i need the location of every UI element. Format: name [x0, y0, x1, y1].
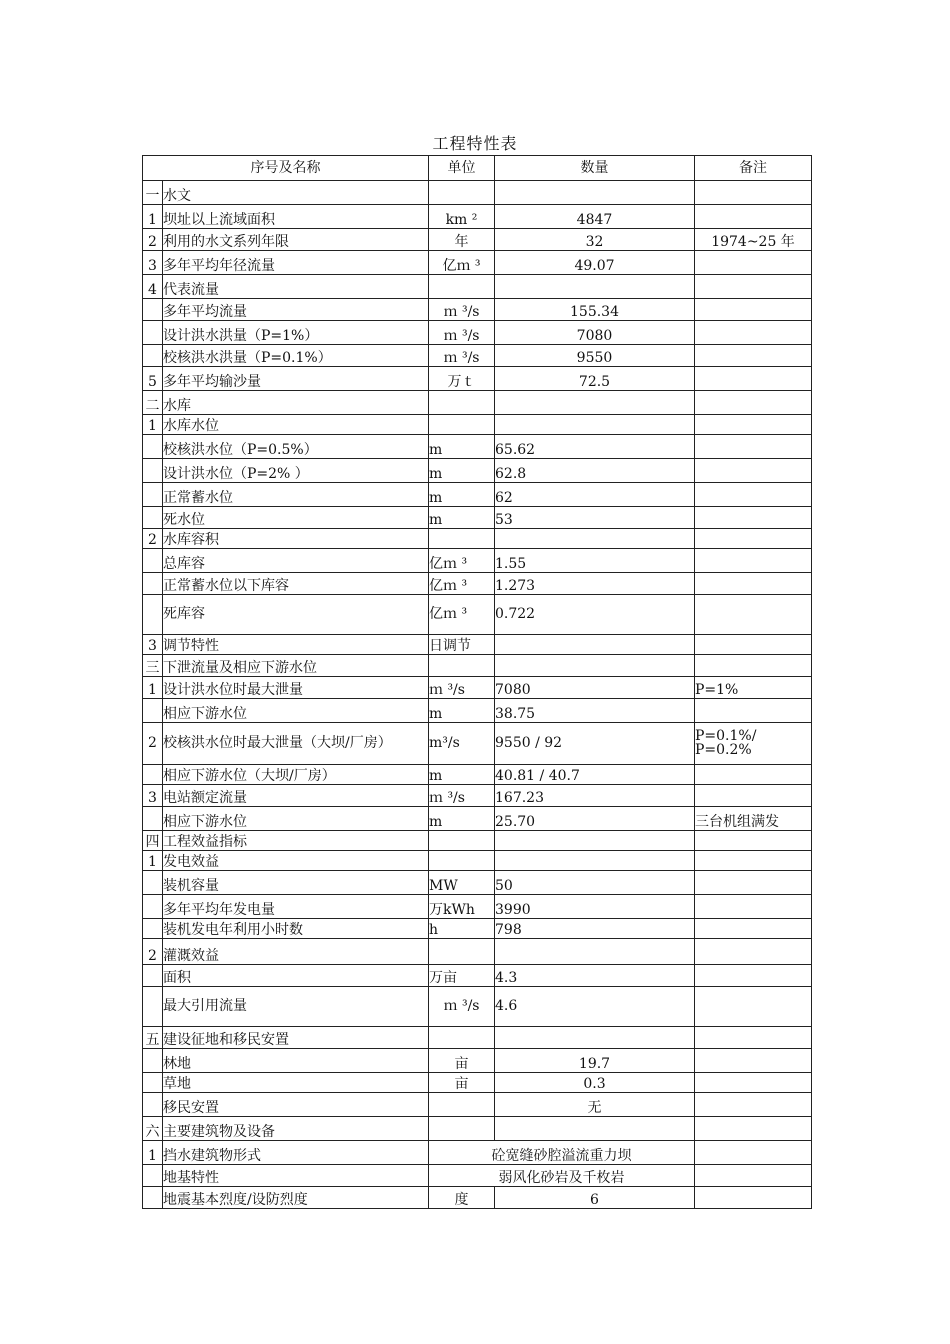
row-quantity-cell: 50 — [495, 871, 695, 895]
row-name-cell: 死库容 — [163, 595, 429, 635]
row-name-cell: 最大引用流量 — [163, 987, 429, 1027]
row-unit-cell — [429, 1117, 495, 1141]
table-row — [143, 321, 812, 345]
row-quantity-cell: 155.34 — [495, 299, 695, 321]
row-unit-cell: m — [429, 807, 495, 831]
row-number-cell — [143, 1093, 163, 1117]
row-unit-cell: m — [429, 507, 495, 529]
row-remark-cell — [695, 851, 812, 871]
row-name-cell: 建设征地和移民安置 — [163, 1027, 429, 1049]
row-number-cell: 二 — [143, 391, 163, 415]
row-number-cell: 2 — [143, 229, 163, 251]
row-number-cell: 2 — [143, 529, 163, 549]
row-remark-cell — [695, 549, 812, 573]
table-row — [143, 415, 812, 435]
row-remark-cell — [695, 1187, 812, 1209]
table-row — [143, 229, 812, 251]
row-unit-cell: km ² — [429, 205, 495, 229]
row-quantity-cell — [495, 655, 695, 677]
row-quantity-cell: 7080 — [495, 677, 695, 699]
row-number-cell — [143, 807, 163, 831]
row-number-cell: 3 — [143, 785, 163, 807]
row-number-cell: 六 — [143, 1117, 163, 1141]
table-row — [143, 1093, 812, 1117]
row-number-cell — [143, 987, 163, 1027]
row-quantity-cell: 无 — [495, 1093, 695, 1117]
table-header-row — [143, 156, 812, 181]
row-unit-cell: 万ｔ — [429, 367, 495, 391]
section-row — [143, 391, 812, 415]
section-row — [143, 1117, 812, 1141]
row-name-cell: 校核洪水洪量（P=0.1%） — [163, 345, 429, 367]
row-unit-cell: 亿ｍ ³ — [429, 573, 495, 595]
row-quantity-cell — [495, 391, 695, 415]
page-title: 工程特性表 — [432, 134, 518, 153]
header-qty: 数量 — [495, 156, 695, 181]
row-number-cell — [143, 699, 163, 723]
row-name-cell: 相应下游水位 — [163, 807, 429, 831]
table-row — [143, 483, 812, 507]
row-quantity-cell: 798 — [495, 919, 695, 939]
row-number-cell: 3 — [143, 635, 163, 655]
row-name-cell: 主要建筑物及设备 — [163, 1117, 429, 1141]
section-row — [143, 181, 812, 205]
row-number-cell — [143, 321, 163, 345]
row-name-cell: 多年平均输沙量 — [163, 367, 429, 391]
row-number-cell — [143, 549, 163, 573]
row-number-cell — [143, 507, 163, 529]
row-number-cell — [143, 919, 163, 939]
row-number-cell: 3 — [143, 251, 163, 275]
row-remark-cell — [695, 275, 812, 299]
row-quantity-cell: 32 — [495, 229, 695, 251]
table-row — [143, 723, 812, 765]
row-number-cell: 5 — [143, 367, 163, 391]
row-spanned-value-cell: 弱风化砂岩及千枚岩 — [429, 1165, 695, 1187]
row-name-cell: 设计洪水位时最大泄量 — [163, 677, 429, 699]
row-remark-cell — [695, 483, 812, 507]
row-remark-cell — [695, 595, 812, 635]
row-unit-cell: m — [429, 765, 495, 785]
row-quantity-cell: 65.62 — [495, 435, 695, 459]
table-row — [143, 1073, 812, 1093]
row-remark-cell — [695, 765, 812, 785]
section-row — [143, 831, 812, 851]
row-number-cell — [143, 299, 163, 321]
row-quantity-cell — [495, 415, 695, 435]
row-quantity-cell: 40.81 / 40.7 — [495, 765, 695, 785]
row-remark-cell: 三台机组满发 — [695, 807, 812, 831]
row-number-cell — [143, 871, 163, 895]
row-unit-cell: ｍ ³/s — [429, 987, 495, 1027]
row-number-cell — [143, 1165, 163, 1187]
row-quantity-cell: 49.07 — [495, 251, 695, 275]
row-name-cell: 相应下游水位（大坝/厂房） — [163, 765, 429, 785]
header-name: 序号及名称 — [143, 156, 429, 181]
row-quantity-cell: 9550 / 92 — [495, 723, 695, 765]
row-remark-cell — [695, 1073, 812, 1093]
row-remark-cell — [695, 251, 812, 275]
row-quantity-cell: 167.23 — [495, 785, 695, 807]
row-quantity-cell — [495, 851, 695, 871]
row-remark-cell — [695, 1117, 812, 1141]
row-unit-cell — [429, 275, 495, 299]
table-row — [143, 765, 812, 785]
row-unit-cell: 万kWh — [429, 895, 495, 919]
row-unit-cell: m — [429, 459, 495, 483]
row-unit-cell — [429, 529, 495, 549]
row-name-cell: 发电效益 — [163, 851, 429, 871]
row-quantity-cell — [495, 939, 695, 965]
row-unit-cell — [429, 391, 495, 415]
row-quantity-cell: 53 — [495, 507, 695, 529]
row-number-cell — [143, 965, 163, 987]
table-row — [143, 1141, 812, 1165]
row-unit-cell: 亿ｍ ³ — [429, 595, 495, 635]
row-remark-cell — [695, 391, 812, 415]
table-row — [143, 1049, 812, 1073]
table-row — [143, 871, 812, 895]
table-row — [143, 435, 812, 459]
table-row — [143, 459, 812, 483]
table-row — [143, 275, 812, 299]
row-name-cell: 调节特性 — [163, 635, 429, 655]
row-number-cell: 4 — [143, 275, 163, 299]
row-name-cell: 林地 — [163, 1049, 429, 1073]
row-number-cell — [143, 483, 163, 507]
row-name-cell: 校核洪水位（P=0.5%） — [163, 435, 429, 459]
row-name-cell: 工程效益指标 — [163, 831, 429, 851]
row-remark-cell — [695, 939, 812, 965]
row-unit-cell: 日调节 — [429, 635, 495, 655]
row-number-cell — [143, 435, 163, 459]
row-unit-cell — [429, 831, 495, 851]
row-quantity-cell: 0.722 — [495, 595, 695, 635]
table-row — [143, 507, 812, 529]
row-name-cell: 草地 — [163, 1073, 429, 1093]
table-row — [143, 251, 812, 275]
row-number-cell — [143, 573, 163, 595]
row-name-cell: 电站额定流量 — [163, 785, 429, 807]
row-name-cell: 水库 — [163, 391, 429, 415]
row-quantity-cell: 1.55 — [495, 549, 695, 573]
row-unit-cell: 亿ｍ ³ — [429, 251, 495, 275]
row-remark-cell — [695, 655, 812, 677]
row-remark-cell — [695, 181, 812, 205]
table-row — [143, 1187, 812, 1209]
table-row — [143, 549, 812, 573]
row-number-cell — [143, 1187, 163, 1209]
row-name-cell: 水库水位 — [163, 415, 429, 435]
row-name-cell: 面积 — [163, 965, 429, 987]
table-row — [143, 299, 812, 321]
row-name-cell: 正常蓄水位 — [163, 483, 429, 507]
row-quantity-cell: 25.70 — [495, 807, 695, 831]
row-number-cell: 三 — [143, 655, 163, 677]
row-name-cell: 灌溉效益 — [163, 939, 429, 965]
table-row — [143, 807, 812, 831]
row-name-cell: 多年平均年径流量 — [163, 251, 429, 275]
row-unit-cell: ｍ ³/s — [429, 785, 495, 807]
row-name-cell: 设计洪水洪量（P=1%） — [163, 321, 429, 345]
row-quantity-cell — [495, 181, 695, 205]
row-quantity-cell: 72.5 — [495, 367, 695, 391]
row-name-cell: 利用的水文系列年限 — [163, 229, 429, 251]
row-remark-cell — [695, 1049, 812, 1073]
row-quantity-cell: 4.6 — [495, 987, 695, 1027]
row-remark-cell — [695, 435, 812, 459]
row-remark-cell — [695, 529, 812, 549]
row-number-cell — [143, 595, 163, 635]
row-name-cell: 移民安置 — [163, 1093, 429, 1117]
row-quantity-cell: 4847 — [495, 205, 695, 229]
table-row — [143, 851, 812, 871]
table-row — [143, 1165, 812, 1187]
row-unit-cell: 亩 — [429, 1049, 495, 1073]
table-row — [143, 939, 812, 965]
row-quantity-cell — [495, 275, 695, 299]
row-unit-cell: 亩 — [429, 1073, 495, 1093]
row-name-cell: 装机容量 — [163, 871, 429, 895]
row-number-cell: 1 — [143, 851, 163, 871]
row-quantity-cell: 0.3 — [495, 1073, 695, 1093]
row-name-cell: 代表流量 — [163, 275, 429, 299]
row-unit-cell: ｍ ³/s — [429, 677, 495, 699]
row-number-cell: 四 — [143, 831, 163, 851]
row-remark-cell — [695, 367, 812, 391]
row-remark-cell — [695, 299, 812, 321]
row-name-cell: 多年平均流量 — [163, 299, 429, 321]
row-remark-cell — [695, 321, 812, 345]
table-row — [143, 895, 812, 919]
row-quantity-cell: 38.75 — [495, 699, 695, 723]
row-unit-cell: ｍ ³/s — [429, 299, 495, 321]
row-remark-cell — [695, 573, 812, 595]
row-unit-cell: ｍ ³/s — [429, 345, 495, 367]
row-number-cell: 1 — [143, 205, 163, 229]
row-unit-cell: m — [429, 435, 495, 459]
row-name-cell: 总库容 — [163, 549, 429, 573]
row-name-cell: 正常蓄水位以下库容 — [163, 573, 429, 595]
row-unit-cell — [429, 1093, 495, 1117]
table-row — [143, 345, 812, 367]
row-remark-cell: P=0.1%/ P=0.2% — [695, 723, 812, 765]
table-row — [143, 529, 812, 549]
row-remark-cell — [695, 507, 812, 529]
section-row — [143, 655, 812, 677]
characteristics-table — [142, 155, 812, 1209]
row-number-cell — [143, 765, 163, 785]
row-unit-cell — [429, 415, 495, 435]
row-quantity-cell: 3990 — [495, 895, 695, 919]
row-remark-cell — [695, 1141, 812, 1165]
row-number-cell — [143, 345, 163, 367]
row-name-cell: 下泄流量及相应下游水位 — [163, 655, 429, 677]
row-number-cell — [143, 895, 163, 919]
row-unit-cell — [429, 1027, 495, 1049]
table-row — [143, 635, 812, 655]
row-number-cell: 2 — [143, 939, 163, 965]
row-remark-cell — [695, 205, 812, 229]
row-remark-cell — [695, 699, 812, 723]
table-row — [143, 367, 812, 391]
row-name-cell: 挡水建筑物形式 — [163, 1141, 429, 1165]
row-remark-cell — [695, 1165, 812, 1187]
row-name-cell: 多年平均年发电量 — [163, 895, 429, 919]
row-number-cell: 1 — [143, 415, 163, 435]
table-row — [143, 987, 812, 1027]
row-unit-cell: m — [429, 699, 495, 723]
table-row — [143, 677, 812, 699]
row-unit-cell: 亿ｍ ³ — [429, 549, 495, 573]
row-number-cell — [143, 459, 163, 483]
row-remark-cell — [695, 895, 812, 919]
table-row — [143, 699, 812, 723]
row-name-cell: 坝址以上流域面积 — [163, 205, 429, 229]
row-unit-cell — [429, 181, 495, 205]
row-remark-cell: P=1% — [695, 677, 812, 699]
row-unit-cell — [429, 655, 495, 677]
row-quantity-cell — [495, 635, 695, 655]
row-name-cell: 装机发电年利用小时数 — [163, 919, 429, 939]
row-name-cell: 设计洪水位（P=2% ） — [163, 459, 429, 483]
row-quantity-cell — [495, 1117, 695, 1141]
table-row — [143, 919, 812, 939]
row-remark-cell — [695, 871, 812, 895]
row-remark-cell — [695, 1027, 812, 1049]
row-name-cell: 水库容积 — [163, 529, 429, 549]
row-unit-cell: m — [429, 483, 495, 507]
row-quantity-cell: 6 — [495, 1187, 695, 1209]
table-row — [143, 785, 812, 807]
row-name-cell: 相应下游水位 — [163, 699, 429, 723]
row-number-cell: 1 — [143, 677, 163, 699]
row-number-cell: 五 — [143, 1027, 163, 1049]
row-name-cell: 水文 — [163, 181, 429, 205]
row-remark-cell — [695, 785, 812, 807]
row-remark-cell — [695, 965, 812, 987]
row-quantity-cell — [495, 831, 695, 851]
header-unit: 单位 — [429, 156, 495, 181]
row-name-cell: 地基特性 — [163, 1165, 429, 1187]
row-remark-cell — [695, 987, 812, 1027]
row-number-cell: 2 — [143, 723, 163, 765]
row-remark-cell — [695, 1093, 812, 1117]
row-quantity-cell — [495, 1027, 695, 1049]
row-name-cell: 死水位 — [163, 507, 429, 529]
row-remark-cell — [695, 345, 812, 367]
row-remark-cell — [695, 919, 812, 939]
table-row — [143, 595, 812, 635]
table-row — [143, 573, 812, 595]
row-quantity-cell — [495, 529, 695, 549]
row-remark-cell — [695, 635, 812, 655]
row-unit-cell: 年 — [429, 229, 495, 251]
row-unit-cell — [429, 939, 495, 965]
row-number-cell — [143, 1049, 163, 1073]
row-unit-cell: ｍ ³/s — [429, 321, 495, 345]
row-quantity-cell: 7080 — [495, 321, 695, 345]
row-unit-cell: m³/s — [429, 723, 495, 765]
row-unit-cell: MW — [429, 871, 495, 895]
row-unit-cell: 万亩 — [429, 965, 495, 987]
row-quantity-cell: 19.7 — [495, 1049, 695, 1073]
row-quantity-cell: 62.8 — [495, 459, 695, 483]
row-unit-cell — [429, 851, 495, 871]
row-remark-cell — [695, 831, 812, 851]
row-quantity-cell: 4.3 — [495, 965, 695, 987]
row-remark-cell — [695, 415, 812, 435]
table-row — [143, 965, 812, 987]
row-name-cell: 校核洪水位时最大泄量（大坝/厂房） — [163, 723, 429, 765]
row-quantity-cell: 9550 — [495, 345, 695, 367]
row-quantity-cell: 1.273 — [495, 573, 695, 595]
row-spanned-value-cell: 砼宽缝砂腔溢流重力坝 — [429, 1141, 695, 1165]
row-quantity-cell: 62 — [495, 483, 695, 507]
row-remark-cell: 1974~25 年 — [695, 229, 812, 251]
row-unit-cell: 度 — [429, 1187, 495, 1209]
row-unit-cell: h — [429, 919, 495, 939]
row-remark-cell — [695, 459, 812, 483]
row-name-cell: 地震基本烈度/设防烈度 — [163, 1187, 429, 1209]
row-number-cell: 1 — [143, 1141, 163, 1165]
row-number-cell — [143, 1073, 163, 1093]
header-remark: 备注 — [695, 156, 812, 181]
table-row — [143, 205, 812, 229]
section-row — [143, 1027, 812, 1049]
row-number-cell: 一 — [143, 181, 163, 205]
